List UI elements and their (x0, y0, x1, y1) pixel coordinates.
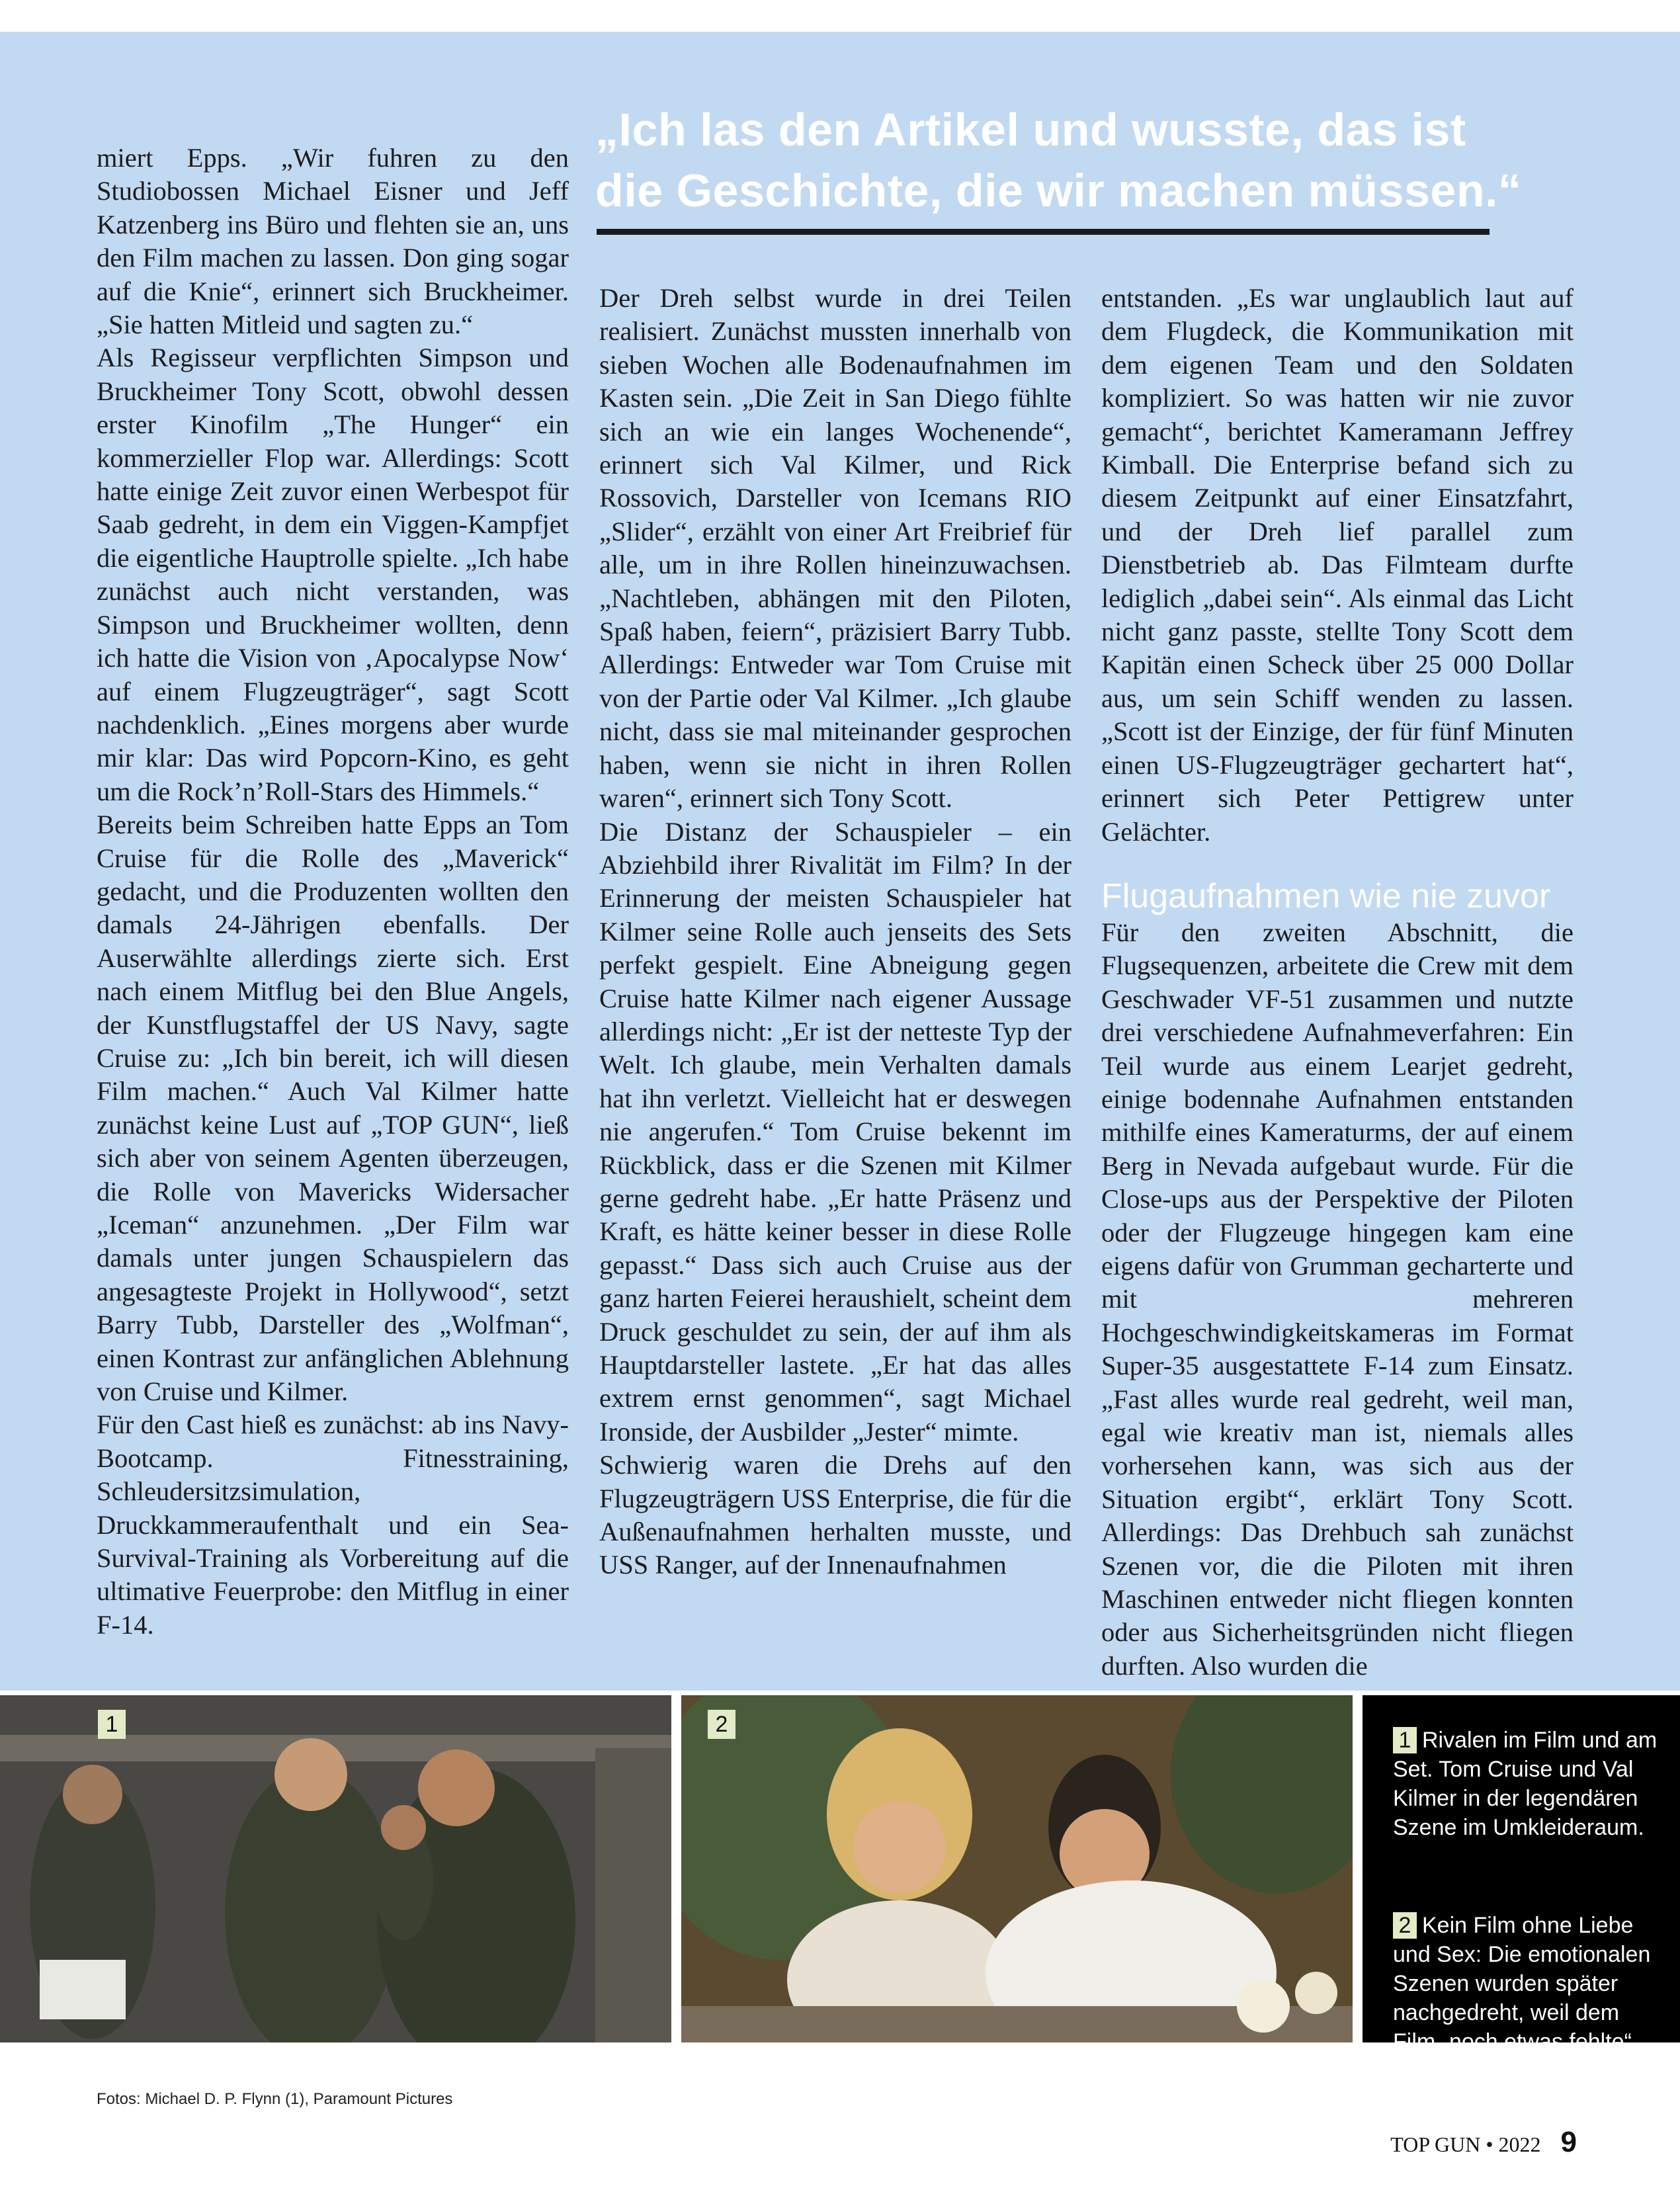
article-column-1 (97, 142, 569, 1642)
caption-number: 2 (1393, 1912, 1417, 1939)
pull-quote (595, 99, 1521, 221)
paragraph: Die Distanz der Schauspieler – ein Abziehbild ihrer Rivalität im Film? In der Erinnerung der meisten Schauspieler hat Kilmer seine Rolle auch jenseits des Sets perfekt gespielt. Eine Abneigung gegen Cruise hatte Kilmer nach eigener Aussage allerdings nicht: „Er ist der netteste Typ der Welt. Ich glaube, mein Verhalten damals hat ihn verletzt. Vielleicht hat er deswegen nie angerufen.“ Tom Cruise bekennt im Rückblick, dass er die Szenen mit Kilmer gerne gedreht habe. „Er hatte Präsenz und Kraft, es hätte keiner besser in diese Rolle gepasst.“ Dass sich auch Cruise aus der ganz harten Feierei heraushielt, scheint dem Druck geschuldet zu sein, der auf ihm als Hauptdarsteller lastete. „Er hat das alles extrem ernst genommen“, sagt Michael Ironside, der Ausbilder „Jester“ mimte. (599, 816, 1071, 1447)
paragraph: Für den zweiten Abschnitt, die Flugsequenzen, arbeitete die Crew mit dem Geschwader VF-51 zusammen und nutzte drei verschiedene Aufnahmeverfahren: Ein Teil wurde aus einem Learjet gedreht, einige bodennahe Aufnahmen entstanden mithilfe eines Kameraturms, der auf einem Berg in Nevada aufgebaut wurde. Für die Close-ups aus der Perspektive der Piloten oder der Flugzeuge hingegen kam eine eigens dafür von Grumman gecharterte und mit mehreren Hochgeschwindigkeitskameras im Format Super-35 ausgestattete F-14 zum Einsatz. „Fast alles wurde real gedreht, weil man, egal wie kreativ man ist, niemals alles vorhersehen kann, was sich aus der Situation ergibt“, erklärt Tony Scott. Allerdings: Das Drehbuch sah zunächst Szenen vor, die die Piloten mit ihren Maschinen entweder nicht fliegen konnten oder aus Sicherheitsgründen nicht fliegen durften. Also wurden die (1101, 917, 1574, 1681)
photo-captions (1363, 1695, 1680, 2054)
magazine-title: TOP GUN • 2022 (1390, 2132, 1541, 2156)
caption-text: Rivalen im Film und am Set. Tom Cruise und Val Kilmer in der legendären Szene im Umkleideraum. (1393, 1728, 1658, 1840)
photo-number-tag: 1 (98, 1710, 126, 1739)
paragraph: miert Epps. „Wir fuhren zu den Studiobossen Michael Eisner und Jeff Katzenberg ins Büro und flehten sie an, uns den Film machen zu lassen. Don ging sogar auf die Knie“, erinnert sich Bruckheimer. „Sie hatten Mitleid und sagten zu.“ (97, 143, 569, 340)
photo-1-illustration (0, 1695, 671, 2042)
photo-romance-scene (681, 1695, 1353, 2042)
caption-1 (1393, 1726, 1658, 1842)
page-footer (1390, 2126, 1577, 2159)
paragraph: Bereits beim Schreiben hatte Epps an Tom Cruise für die Rolle des „Maverick“ gedacht, und die Produzenten wollten den damals 24-Jährigen ebenfalls. Der Auserwählte allerdings zierte sich. Erst nach einem Mitflug bei den Blue Angels, der Kunstflugstaffel der US Navy, sagte Cruise zu: „Ich bin bereit, ich will diesen Film machen.“ Auch Val Kilmer hatte zunächst keine Lust auf „TOP GUN“, ließ sich aber von seinem Agenten überzeugen, die Rolle von Mavericks Widersacher „Iceman“ anzunehmen. „Der Film war damals unter jungen Schauspielern das angesagteste Projekt in Hollywood“, setzt Barry Tubb, Darsteller des „Wolfman“, einen Kontrast zur anfänglichen Ablehnung von Cruise und Kilmer. (97, 810, 569, 1407)
caption-2 (1393, 1911, 1658, 2056)
photo-number-tag: 2 (708, 1710, 735, 1739)
photo-2-illustration (681, 1695, 1353, 2042)
paragraph: entstanden. „Es war unglaublich laut auf dem Flugdeck, die Kommunikation mit dem eigenen Team und den Soldaten kompliziert. So was hatten wir nie zuvor gemacht“, berichtet Kameramann Jeffrey Kimball. Die Enterprise befand sich zu diesem Zeitpunkt auf einer Einsatzfahrt, und der Dreh lief parallel zum Dienstbetrieb ab. Das Filmteam durfte lediglich „dabei sein“. Als einmal das Licht nicht ganz passte, stellte Tony Scott dem Kapitän einen Scheck über 25 000 Dollar aus, um sein Schiff wenden zu lassen. „Scott ist der Einzige, der für fünf Minuten einen US-Flugzeugträger gechartert hat“, erinnert sich Peter Pettigrew unter Gelächter. (1101, 283, 1574, 847)
pull-quote-line-1: „Ich las den Artikel und wusste, das ist (595, 104, 1466, 155)
paragraph: Der Dreh selbst wurde in drei Teilen realisiert. Zunächst mussten innerhalb von sieben Wochen alle Bodenaufnahmen im Kasten sein. „Die Zeit in San Diego fühlte sich an wie ein langes Wochenende“, erinnert sich Val Kilmer, und Rick Rossovich, Darsteller von Icemans RIO „Slider“, erzählt von einer Art Freibrief für alle, um in ihre Rollen hineinzuwachsen. „Nachtleben, abhängen mit den Piloten, Spaß haben, feiern“, präzisiert Barry Tubb. Allerdings: Entweder war Tom Cruise mit von der Partie oder Val Kilmer. „Ich glaube nicht, dass sie mal miteinander gesprochen haben, wenn sie nicht in ihren Rollen waren“, erinnert sich Tony Scott. (599, 283, 1071, 814)
caption-number: 1 (1393, 1727, 1417, 1753)
caption-text: Kein Film ohne Liebe und Sex: Die emotionalen Szenen wurden später nachgedreht, weil dem Film „noch etwas fehlte“. (1393, 1913, 1651, 2054)
paragraph: Als Regisseur verpflichten Simpson und Bruckheimer Tony Scott, obwohl dessen erster Kinofilm „The Hunger“ ein kommerzieller Flop war. Allerdings: Scott hatte einige Zeit zuvor einen Werbespot für Saab gedreht, in dem ein Viggen-Kampfjet die eigentliche Hauptrolle spielte. „Ich habe zunächst auch nicht verstanden, was Simpson und Bruckheimer wollten, denn ich hatte die Vision von ‚Apocalypse Now‘ auf einem Flugzeugträger“, sagt Scott nachdenklich. „Eines morgens aber wurde mir klar: Das wird Popcorn-Kino, es geht um die Rock’n’Roll-Stars des Himmels.“ (97, 343, 569, 806)
paragraph: Für den Cast hieß es zunächst: ab ins Navy-Bootcamp. Fitnesstraining, Schleudersitzsimulation, Druckkammeraufenthalt und ein Sea-Survival-Training als Vorbereitung auf die ultimative Feuerprobe: den Mitflug in einer F-14. (97, 1410, 569, 1640)
article-column-3 (1101, 282, 1574, 1683)
pull-quote-underline (597, 229, 1490, 235)
section-subheading: Flugaufnahmen wie nie zuvor (1101, 876, 1551, 915)
photo-locker-room-scene (0, 1695, 671, 2042)
photo-credit: Fotos: Michael D. P. Flynn (1), Paramount Pictures (97, 2090, 453, 2108)
pull-quote-line-2: die Geschichte, die wir machen müssen.“ (595, 165, 1522, 216)
page-number: 9 (1560, 2126, 1577, 2158)
article-column-2 (599, 282, 1071, 1582)
paragraph: Schwierig waren die Drehs auf den Flugzeugträgern USS Enterprise, die für die Außenaufnahmen herhalten musste, und USS Ranger, auf der Innenaufnahmen (599, 1450, 1071, 1580)
